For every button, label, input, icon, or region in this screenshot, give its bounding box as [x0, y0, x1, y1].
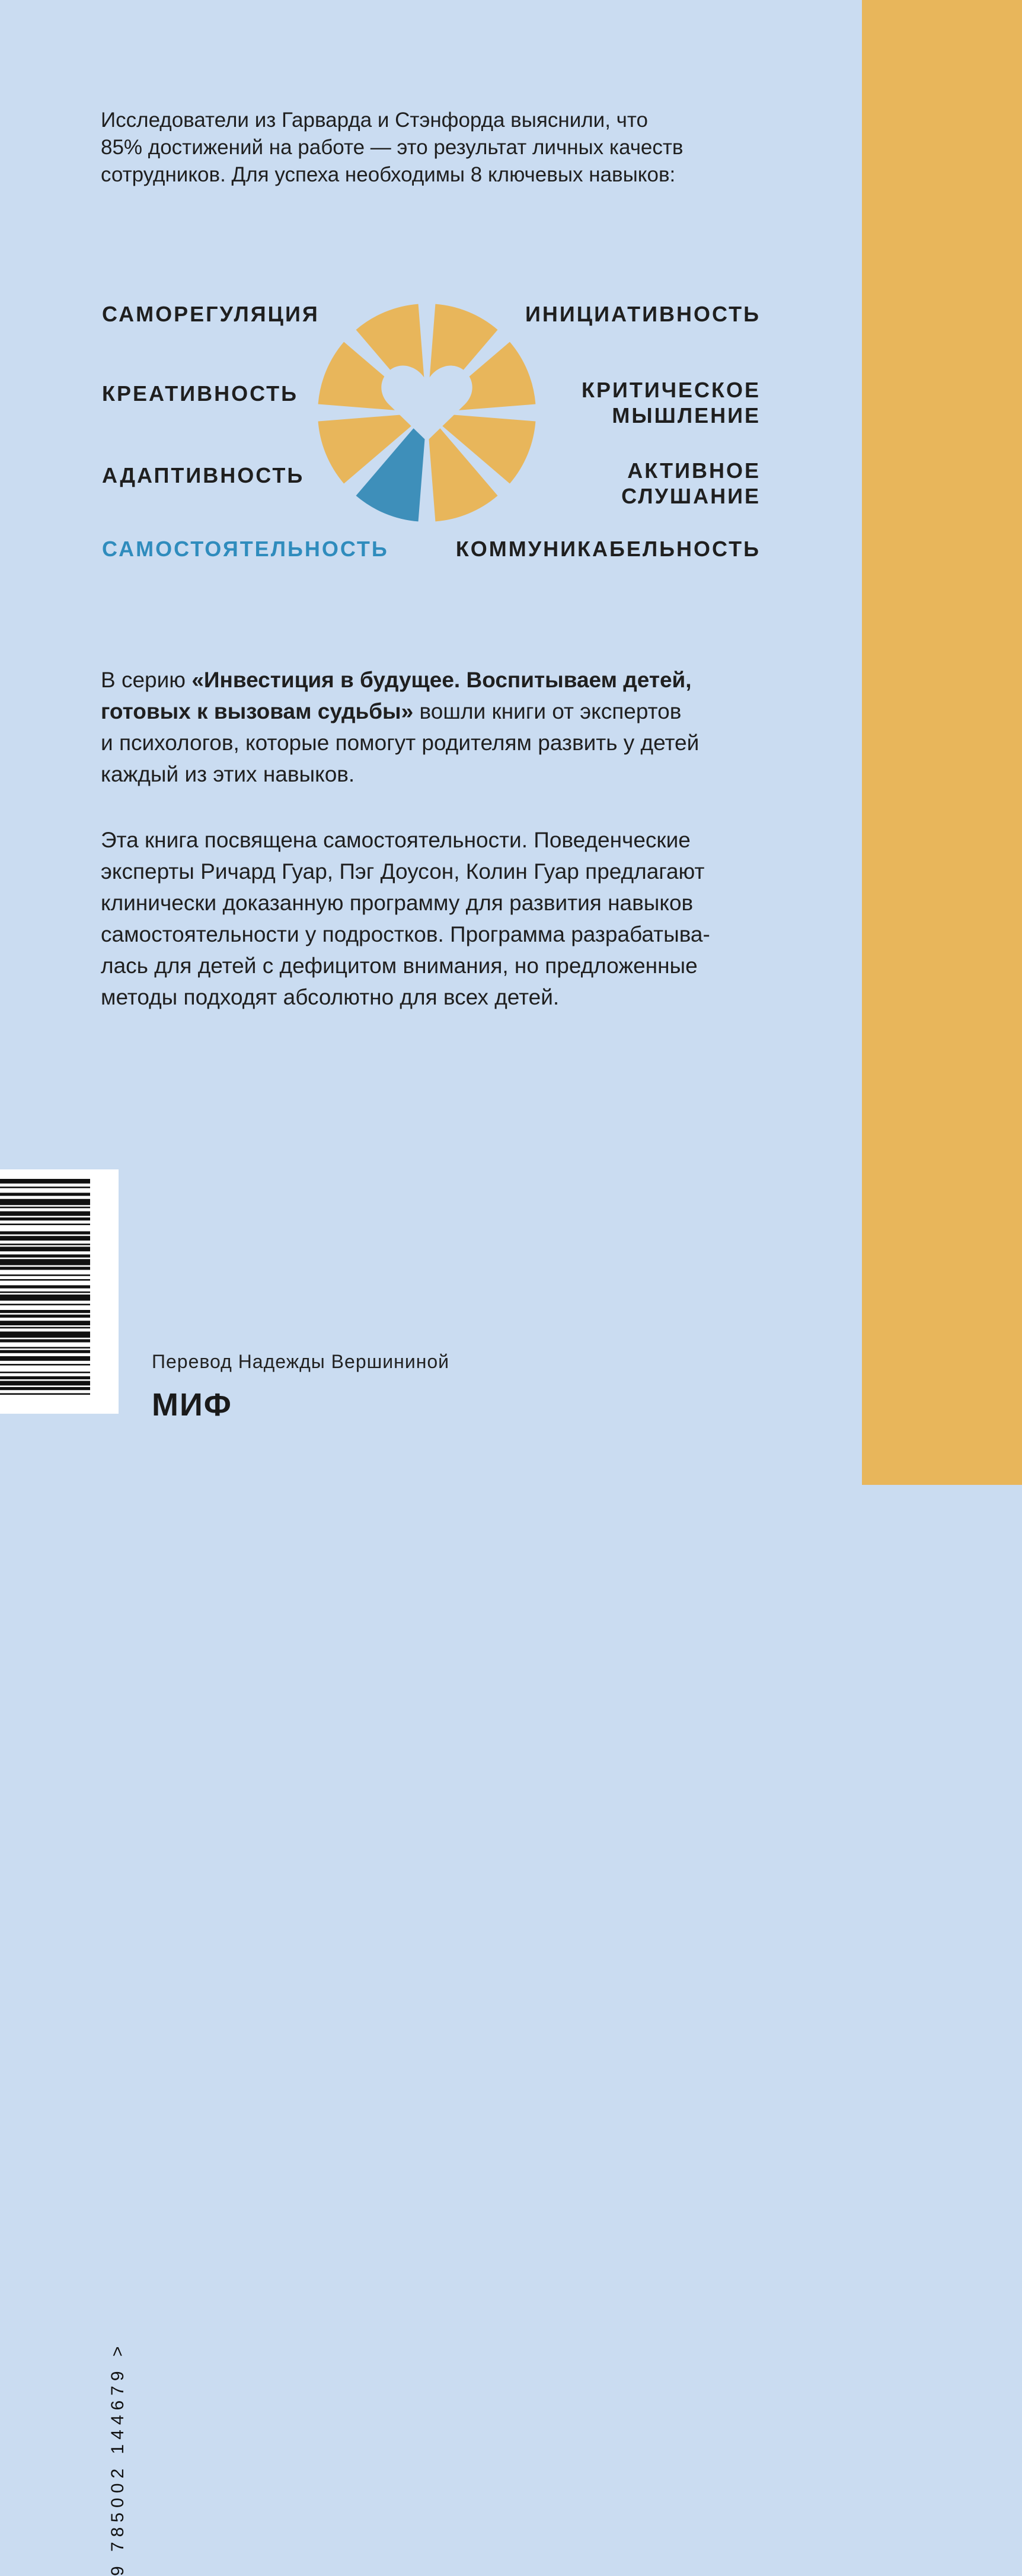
series-line: каждый из этих навыков. — [101, 762, 355, 786]
barcode-bar — [0, 1199, 90, 1205]
barcode-bar — [0, 1339, 90, 1342]
skill-adaptability: АДАПТИВНОСТЬ — [102, 463, 305, 487]
publisher-logo: МИФ — [152, 1387, 232, 1423]
barcode-bar — [0, 1246, 90, 1251]
barcode-bar — [0, 1292, 90, 1293]
barcode-bar — [0, 1310, 90, 1313]
skill-initiative: ИНИЦИАТИВНОСТЬ — [525, 302, 761, 326]
book-line: самостоятельности у подростков. Программа разрабатыва- — [101, 922, 710, 946]
barcode-bar — [0, 1321, 90, 1325]
skill-independence: САМОСТОЯТЕЛЬНОСТЬ — [102, 537, 389, 561]
barcode-bar — [0, 1279, 90, 1281]
barcode-bar — [0, 1223, 90, 1225]
skill-active-listening: АКТИВНОЕ СЛУШАНИЕ — [621, 458, 761, 508]
barcode-bar — [0, 1285, 90, 1288]
skill-critical-thinking: КРИТИЧЕСКОЕ МЫШЛЕНИЕ — [581, 378, 761, 428]
barcode-bar — [0, 1376, 90, 1379]
book-line: Эта книга посвящена самостоятельности. Поведенческие — [101, 828, 691, 852]
barcode-bar — [0, 1193, 90, 1195]
intro-line: сотрудников. Для успеха необходимы 8 ключевых навыков: — [101, 163, 676, 186]
barcode-bar — [0, 1207, 90, 1209]
barcode-bar — [0, 1372, 90, 1373]
series-line: готовых к вызовам судьбы» вошли книги от экспертов — [101, 699, 682, 723]
translator-credit: Перевод Надежды Вершининой — [152, 1351, 450, 1372]
skill-self-regulation: САМОРЕГУЛЯЦИЯ — [102, 302, 320, 326]
barcode-bar — [0, 1187, 90, 1188]
barcode-bar — [0, 1356, 90, 1361]
skills-wheel — [314, 300, 539, 525]
barcode-bar — [0, 1231, 90, 1234]
book-spine — [862, 0, 1022, 1485]
book-line: лась для детей с дефицитом внимания, но предложенные — [101, 954, 698, 978]
barcode-bar — [0, 1327, 90, 1329]
isbn-number: 9 785002 144679 > — [108, 2341, 127, 2576]
barcode-bar — [0, 1254, 90, 1257]
barcode-bar — [0, 1267, 90, 1270]
barcode-bars — [0, 1177, 95, 1408]
barcode-bar — [0, 1331, 90, 1337]
barcode-bar — [0, 1315, 90, 1318]
barcode — [0, 1169, 127, 2576]
barcode-bar — [0, 1244, 90, 1245]
barcode-bar — [0, 1259, 90, 1265]
barcode-bar — [0, 1364, 90, 1366]
series-line: В серию «Инвестиция в будущее. Воспитываем детей, — [101, 668, 692, 692]
book-paragraph — [101, 824, 765, 1013]
intro-text — [101, 107, 729, 189]
barcode-bar — [0, 1212, 90, 1216]
barcode-bar — [0, 1274, 90, 1276]
barcode-bar — [0, 1387, 90, 1390]
intro-line: Исследователи из Гарварда и Стэнфорда выяснили, что — [101, 109, 649, 132]
intro-line: 85% достижений на работе — это результат личных качеств — [101, 136, 684, 159]
series-line: и психологов, которые помогут родителям развить у детей — [101, 731, 700, 755]
barcode-bar — [0, 1295, 90, 1300]
series-paragraph — [101, 664, 765, 790]
barcode-bar — [0, 1393, 90, 1395]
book-line: клинически доказанную программу для развития навыков — [101, 891, 694, 915]
barcode-bar — [0, 1217, 90, 1220]
barcode-bar — [0, 1350, 90, 1353]
barcode-bar — [0, 1179, 90, 1184]
barcode-bar — [0, 1347, 90, 1348]
skill-communication: КОММУНИКАБЕЛЬНОСТЬ — [455, 537, 761, 561]
barcode-bar — [0, 1304, 90, 1306]
barcode-bar — [0, 1381, 90, 1386]
barcode-bar — [0, 1236, 90, 1241]
book-line: эксперты Ричард Гуар, Пэг Доусон, Колин Гуар предлагают — [101, 859, 705, 884]
book-line: методы подходят абсолютно для всех детей. — [101, 985, 560, 1009]
skill-creativity: КРЕАТИВНОСТЬ — [102, 381, 299, 406]
